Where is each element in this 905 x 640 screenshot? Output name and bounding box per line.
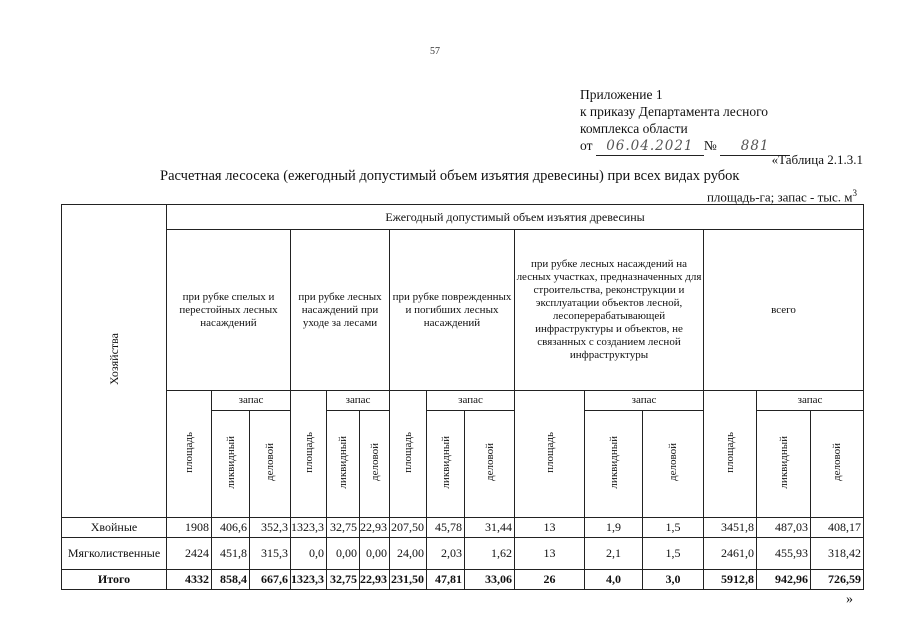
cell: 207,50 <box>390 518 427 538</box>
cell: 315,3 <box>250 538 291 570</box>
cell: 2461,0 <box>704 538 757 570</box>
appendix-block <box>580 86 790 156</box>
cell: 4332 <box>167 570 212 590</box>
cell: 231,50 <box>390 570 427 590</box>
sub-business-5: деловой <box>831 443 843 481</box>
cell: 24,00 <box>390 538 427 570</box>
units-note <box>707 188 857 205</box>
table-row <box>62 518 864 538</box>
units-superscript: 3 <box>852 188 857 198</box>
sub-business-3: деловой <box>483 443 496 481</box>
group-header-total: всего <box>704 230 864 391</box>
row-name: Мягколиственные <box>62 538 167 570</box>
cell: 32,75 <box>327 570 360 590</box>
cell: 455,93 <box>757 538 811 570</box>
appendix-date-line <box>580 137 790 156</box>
row-name: Итого <box>62 570 167 590</box>
row-name: Хвойные <box>62 518 167 538</box>
cell: 408,17 <box>811 518 864 538</box>
cell: 0,00 <box>327 538 360 570</box>
table-row-total <box>62 570 864 590</box>
units-text: площадь-га; запас - тыс. м <box>706 189 853 205</box>
cell: 1,62 <box>465 538 515 570</box>
cell: 13 <box>515 538 585 570</box>
cell: 942,96 <box>757 570 811 590</box>
cell: 45,78 <box>427 518 465 538</box>
farms-header-cell <box>62 205 167 518</box>
cell: 47,81 <box>427 570 465 590</box>
cell: 2,1 <box>585 538 643 570</box>
cell: 5912,8 <box>704 570 757 590</box>
cell: 0,00 <box>360 538 390 570</box>
appendix-line-2: к приказу Департамента лесного <box>580 104 769 119</box>
sub-stock-5: запас <box>757 391 864 411</box>
cell: 13 <box>515 518 585 538</box>
sub-stock-1: запас <box>212 391 291 411</box>
cell: 31,44 <box>465 518 515 538</box>
cell: 3451,8 <box>704 518 757 538</box>
handwritten-date: 06.04.2021 <box>606 138 694 154</box>
handwritten-number: 881 <box>740 138 770 154</box>
cell: 22,93 <box>360 570 390 590</box>
cell: 858,4 <box>212 570 250 590</box>
table-number: «Таблица 2.1.3.1 <box>771 152 863 167</box>
farms-header: Хозяйства <box>106 333 121 385</box>
cell: 318,42 <box>811 538 864 570</box>
sub-area-4: площадь <box>543 431 556 473</box>
sub-business-4: деловой <box>667 443 679 481</box>
cell: 26 <box>515 570 585 590</box>
sub-area-3: площадь <box>402 431 414 473</box>
number-label: № <box>703 138 717 153</box>
cell: 451,8 <box>212 538 250 570</box>
group-header-damaged: при рубке поврежденных и погибших лесных насаждений <box>390 230 515 391</box>
cell: 2,03 <box>427 538 465 570</box>
cell: 487,03 <box>757 518 811 538</box>
sub-liquid-5: ликвидный <box>777 435 790 489</box>
appendix-line-3: комплекса области <box>580 121 688 136</box>
sub-stock-3: запас <box>427 391 515 411</box>
cell: 1908 <box>167 518 212 538</box>
from-label: от <box>580 138 593 153</box>
sub-liquid-4: ликвидный <box>607 435 620 489</box>
cell: 406,6 <box>212 518 250 538</box>
group-header-care: при рубке лесных насаждений при уходе за лесами <box>291 230 390 391</box>
cell: 0,0 <box>291 538 327 570</box>
sub-area-1: площадь <box>183 431 195 473</box>
cell: 352,3 <box>250 518 291 538</box>
group-header-mature: при рубке спелых и перестойных лесных насаждений <box>167 230 291 391</box>
appendix-line-1: Приложение 1 <box>580 87 663 102</box>
cell: 1323,3 <box>291 570 327 590</box>
cell: 1323,3 <box>291 518 327 538</box>
sub-liquid-1: ликвидный <box>224 435 237 489</box>
sub-liquid-3: ликвидный <box>439 435 452 489</box>
sub-business-1: деловой <box>264 443 276 481</box>
closing-quote: » <box>846 592 853 607</box>
cell: 33,06 <box>465 570 515 590</box>
cell: 3,0 <box>643 570 704 590</box>
page-number: 57 <box>430 46 440 57</box>
top-header: Ежегодный допустимый объем изъятия древесины <box>167 205 864 230</box>
cell: 4,0 <box>585 570 643 590</box>
group-header-construction: при рубке лесных насаждений на лесных участках, предназначенных для строительства, реконструкции и эксплуатации объектов лесной, лесоперерабатывающей инфраструктуры и объектов, не связанных с созданием лесной инфраструктуры <box>515 230 704 391</box>
cell: 667,6 <box>250 570 291 590</box>
sub-area-2: площадь <box>302 431 315 473</box>
sub-area-5: площадь <box>724 431 736 473</box>
cell: 726,59 <box>811 570 864 590</box>
cell: 1,9 <box>585 518 643 538</box>
sub-business-2: деловой <box>368 443 381 481</box>
sub-stock-2: запас <box>327 391 390 411</box>
cell: 1,5 <box>643 538 704 570</box>
cell: 2424 <box>167 538 212 570</box>
allowable-cut-table <box>61 204 864 590</box>
cell: 32,75 <box>327 518 360 538</box>
sub-liquid-2: ликвидный <box>337 435 349 489</box>
cell: 22,93 <box>360 518 390 538</box>
cell: 1,5 <box>643 518 704 538</box>
document-title: Расчетная лесосека (ежегодный допустимый объем изъятия древесины) при всех видах рубок <box>160 168 740 184</box>
sub-stock-4: запас <box>585 391 704 411</box>
table-row <box>62 538 864 570</box>
